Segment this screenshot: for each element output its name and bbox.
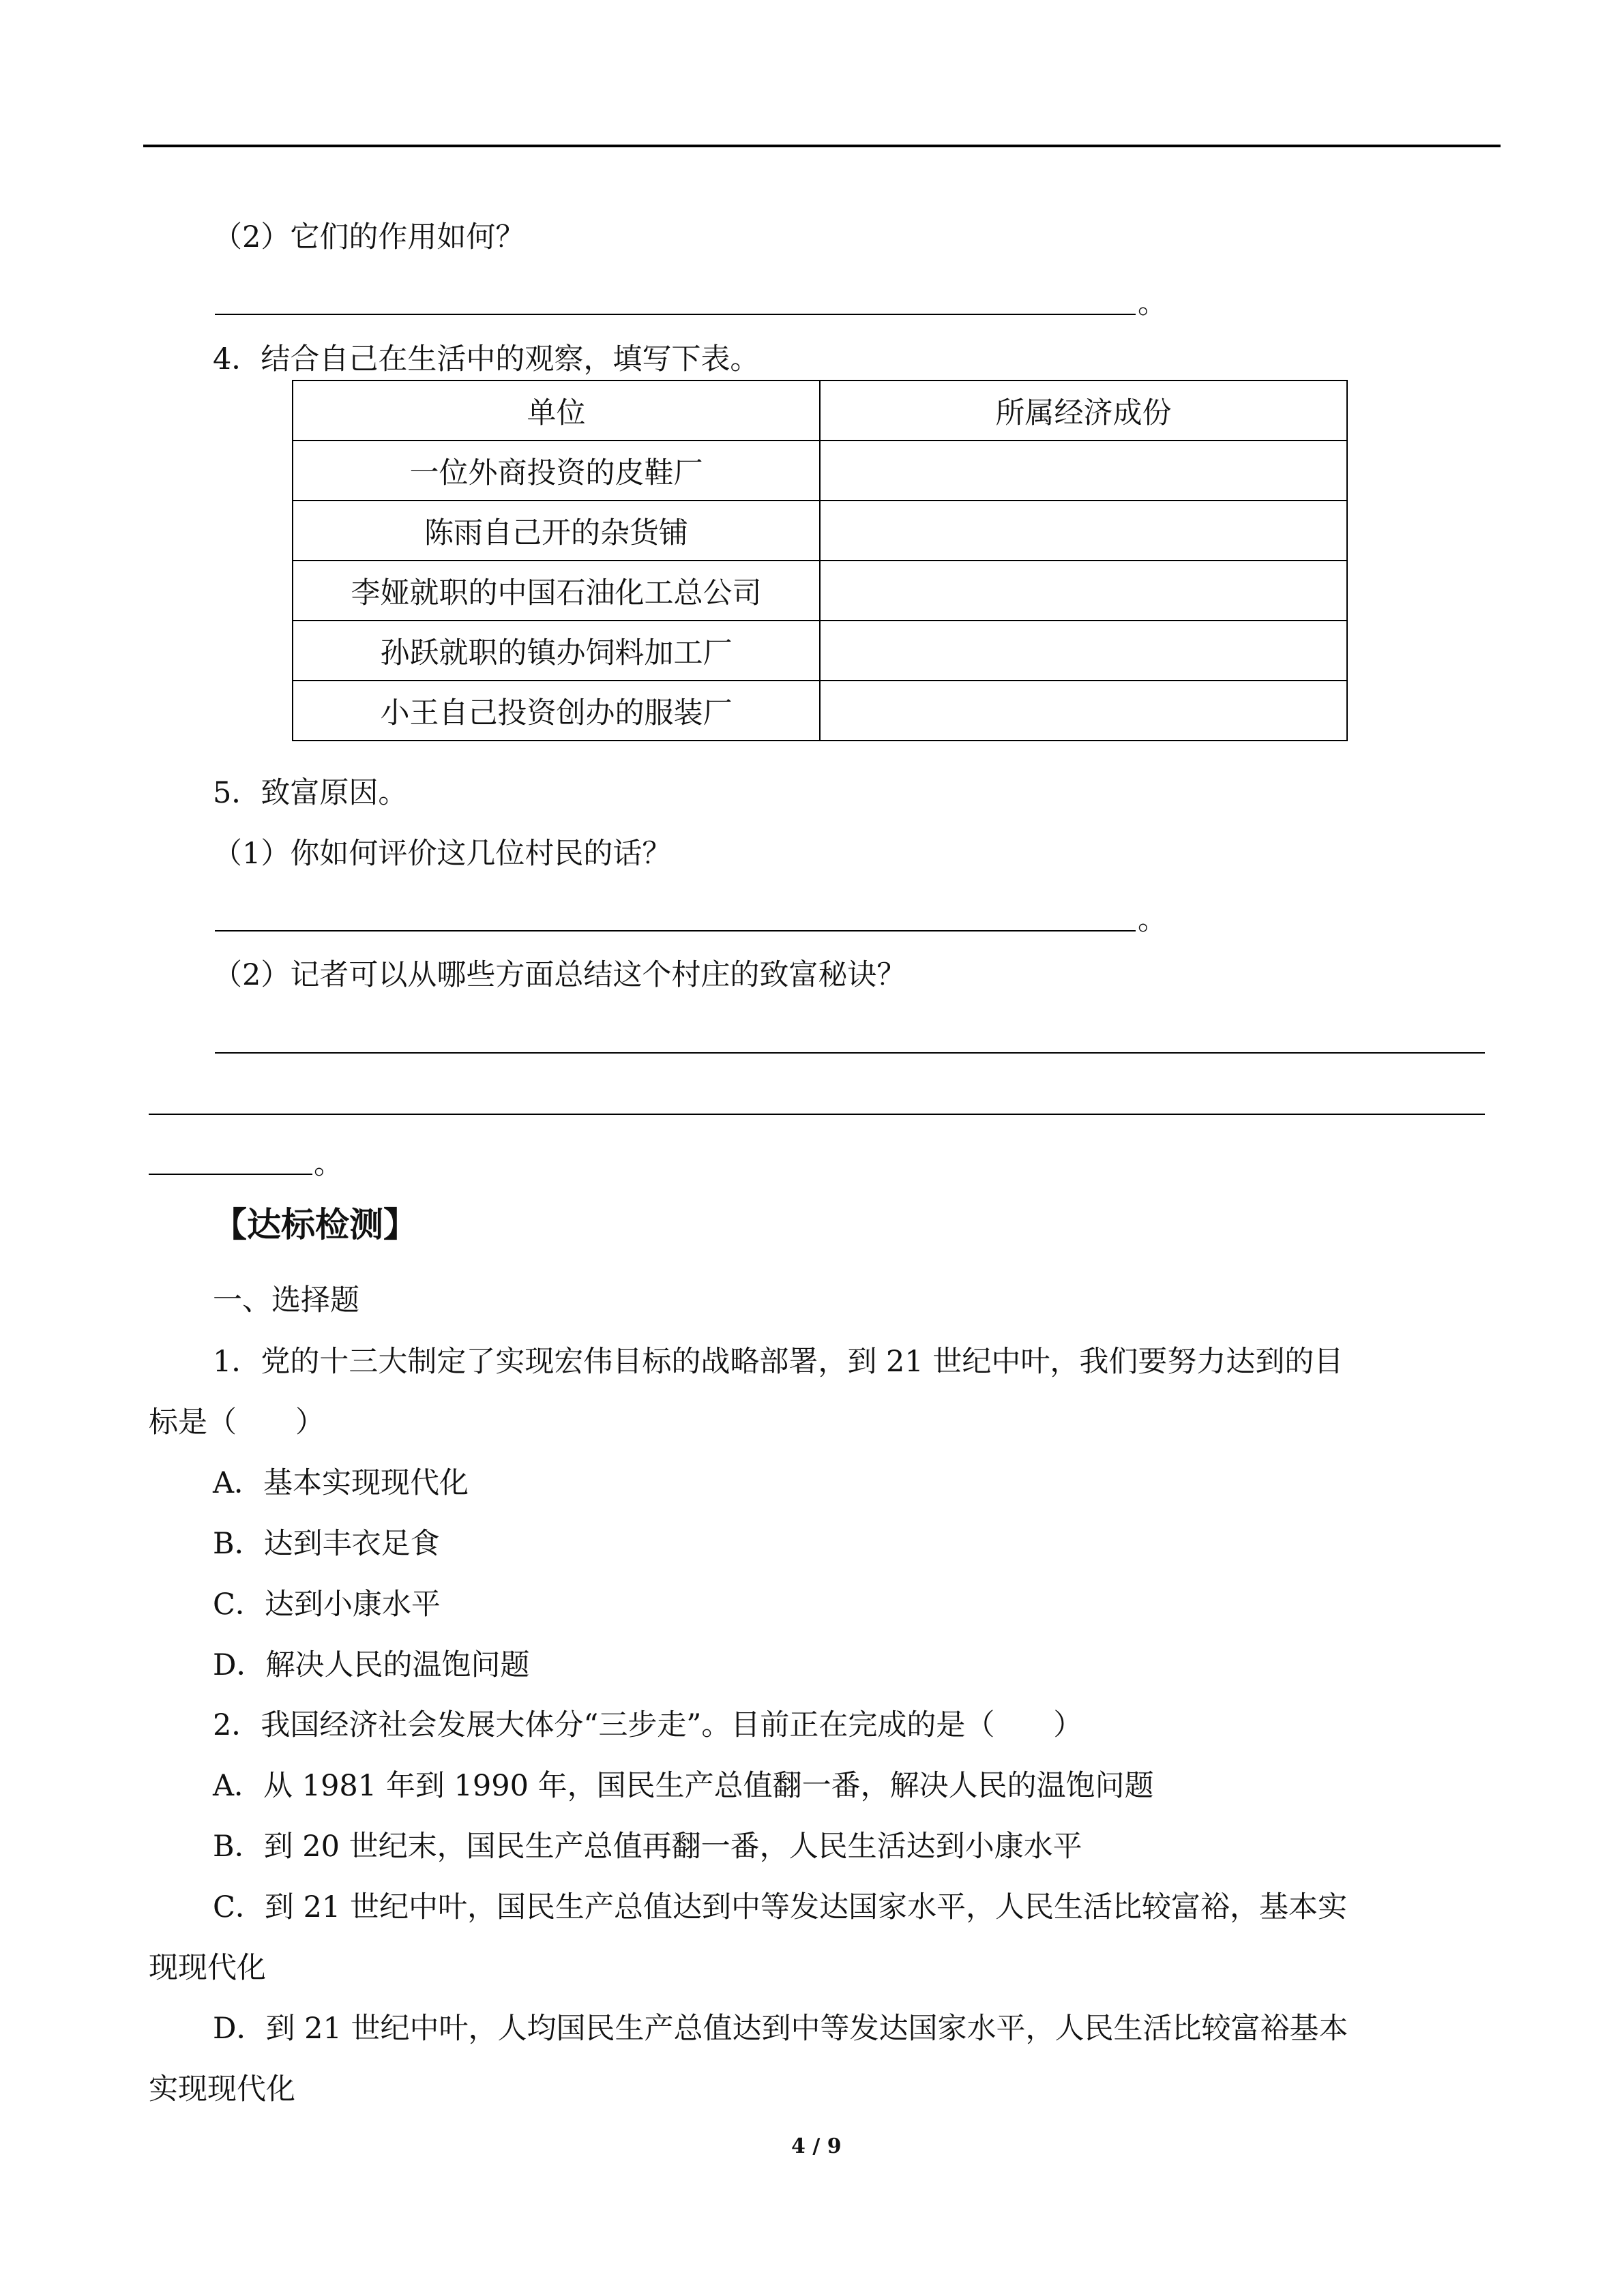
unit-cell: 小王自己投资创办的服装厂 [293, 681, 820, 741]
option[interactable]: D．解决人民的温饱问题 [213, 1648, 530, 1682]
answer-cell[interactable] [820, 501, 1347, 561]
page-number: 4 / 9 [791, 2134, 842, 2158]
option[interactable]: B．达到丰衣足食 [213, 1527, 440, 1561]
q5-sub2: （2）记者可以从哪些方面总结这个村庄的致富秘诀？ [213, 958, 906, 992]
table-row [293, 441, 1347, 501]
table-row [293, 561, 1347, 621]
header-rule [143, 145, 1501, 147]
unit-cell: 李娅就职的中国石油化工总公司 [293, 561, 820, 621]
answer-cell[interactable] [820, 561, 1347, 621]
answer-cell[interactable] [820, 681, 1347, 741]
option[interactable]: A．从 1981 年到 1990 年，国民生产总值翻一番，解决人民的温饱问题 [213, 1769, 1154, 1803]
q5-sub1: （1）你如何评价这几位村民的话？ [213, 837, 672, 871]
period: 。 [1138, 903, 1167, 937]
part-heading: 一、选择题 [213, 1283, 359, 1317]
question-1-cont: 标是（ ） [149, 1405, 325, 1440]
answer-line[interactable] [215, 930, 1136, 931]
q3-sub2: （2）它们的作用如何？ [213, 220, 525, 254]
question-2: 2．我国经济社会发展大体分“三步走”。目前正在完成的是（ ） [213, 1708, 1083, 1742]
unit-cell: 一位外商投资的皮鞋厂 [293, 441, 820, 501]
period: 。 [314, 1147, 343, 1181]
option-cont: 现现代化 [149, 1951, 266, 1985]
option-cont: 实现现代化 [149, 2072, 295, 2106]
option[interactable]: B．到 20 世纪末，国民生产总值再翻一番，人民生活达到小康水平 [213, 1830, 1082, 1864]
table-row [293, 681, 1347, 741]
unit-cell: 孙跃就职的镇办饲料加工厂 [293, 621, 820, 681]
unit-cell: 陈雨自己开的杂货铺 [293, 501, 820, 561]
table-header: 单位 [293, 381, 820, 441]
section-title: 【达标检测】 [213, 1205, 417, 1244]
option[interactable]: D．到 21 世纪中叶，人均国民生产总值达到中等发达国家水平，人民生活比较富裕基本 [213, 2012, 1348, 2046]
table-header-row [293, 381, 1347, 441]
option[interactable]: C．达到小康水平 [213, 1587, 441, 1622]
option[interactable]: C．到 21 世纪中叶，国民生产总值达到中等发达国家水平，人民生活比较富裕，基本实 [213, 1890, 1347, 1924]
answer-cell[interactable] [820, 441, 1347, 501]
answer-line[interactable] [149, 1114, 1485, 1115]
answer-line[interactable] [215, 314, 1136, 315]
answer-line[interactable] [215, 1052, 1485, 1054]
period: 。 [1138, 286, 1167, 320]
table-row [293, 501, 1347, 561]
units-table [292, 380, 1348, 741]
q5-prompt: 5．致富原因。 [213, 776, 408, 810]
table-header: 所属经济成份 [820, 381, 1347, 441]
answer-line[interactable] [149, 1174, 312, 1175]
q4-prompt: 4．结合自己在生活中的观察，填写下表。 [213, 342, 760, 376]
question-1: 1．党的十三大制定了实现宏伟目标的战略部署，到 21 世纪中叶，我们要努力达到的目 [213, 1345, 1344, 1379]
option[interactable]: A．基本实现现代化 [213, 1466, 469, 1500]
table-row [293, 621, 1347, 681]
answer-cell[interactable] [820, 621, 1347, 681]
